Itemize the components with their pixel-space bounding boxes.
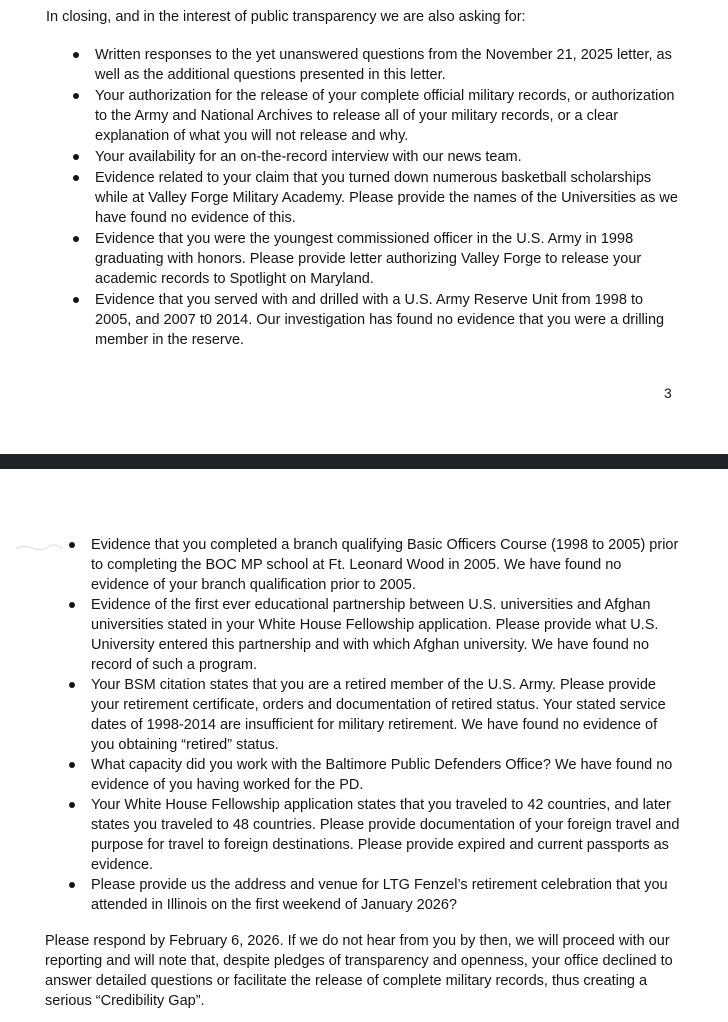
list-item [95,86,680,146]
bullet-icon [69,602,75,608]
list-item [95,45,680,85]
list-item-text: Evidence of the first ever educational partnership between U.S. universities and Afghan universities stated in your White House Fellowship application. Please provide what U.S. University entered this partnership and with which Afghan university. We have found no record of such a program. [91,597,659,673]
intro-paragraph: In closing, and in the interest of public transparency we are also asking for: [46,9,526,25]
list-item-text: Evidence related to your claim that you turned down numerous basketball scholarships while at Valley Forge Military Academy. Please provide the names of the Universities as we have found no evidence of this. [95,170,678,226]
list-item [91,875,681,915]
bullet-icon [69,682,75,688]
page-number: 3 [664,385,672,401]
list-item [95,229,680,289]
list-item-text: Your availability for an on-the-record interview with our news team. [95,149,522,165]
list-item-text: Your authorization for the release of your complete official military records, or authorization to the Army and National Archives to release all of your military records, or a clear explanation of what you will not release and why. [95,88,675,144]
list-item-text: What capacity did you work with the Baltimore Public Defenders Office? We have found no evidence of you having worked for the PD. [91,757,673,793]
list-item-text: Evidence that you completed a branch qualifying Basic Officers Course (1998 to 2005) prior to completing the BOC MP school at Ft. Leonard Wood in 2005. We have found no evidence of your branch qualification prior to 2005. [91,537,679,593]
list-item [95,290,680,350]
list-item [91,535,681,595]
bullet-icon [69,762,75,768]
list-item-text: Please provide us the address and venue for LTG Fenzel’s retirement celebration that you attended in Illinois on the first weekend of January 2026? [91,877,668,913]
list-item [95,168,680,228]
bullet-icon [73,297,79,303]
bullet-icon [73,154,79,160]
bullet-icon [69,542,75,548]
page-divider [0,454,728,469]
list-item [91,675,681,755]
closing-paragraph: Please respond by February 6, 2026. If we do not hear from you by then, we will proceed with our reporting and will note that, despite pledges of transparency and openness, your office declined to answer detailed questions or facilitate the release of complete military records, thus creating a serious “Credibility Gap”. [45,933,673,1009]
bullet-icon [69,802,75,808]
request-list-bottom [91,535,681,915]
list-item [91,595,681,675]
list-item-text: Evidence that you were the youngest commissioned officer in the U.S. Army in 1998 graduating with honors. Please provide letter authorizing Valley Forge to release your academic records to Spotlight on Maryland. [95,231,642,287]
request-list-top [95,45,680,351]
bullet-icon [73,175,79,181]
list-item [91,755,681,795]
scan-smudge-icon [14,541,64,555]
bullet-icon [73,236,79,242]
list-item [95,147,680,167]
bullet-icon [73,52,79,58]
document-page-top [0,0,728,454]
list-item-text: Your BSM citation states that you are a retired member of the U.S. Army. Please provide your retirement certificate, orders and documentation of retired status. Your stated service dates of 1998-2014 are insufficient for military retirement. We have found no evidence of you obtaining “retired” status. [91,677,666,753]
list-item-text: Evidence that you served with and drilled with a U.S. Army Reserve Unit from 1998 to 2005, and 2007 t0 2014. Our investigation has found no evidence that you were a drilling member in the reserve. [95,292,665,348]
list-item-text: Your White House Fellowship application states that you traveled to 42 countries, and later states you traveled to 48 countries. Please provide documentation of your foreign travel and purpose for travel to foreign destinations. Please provide expired and current passports as evidence. [91,797,680,873]
bullet-icon [73,93,79,99]
list-item [91,795,681,875]
document-page-bottom [0,469,728,1022]
list-item-text: Written responses to the yet unanswered questions from the November 21, 2025 letter, as well as the additional questions presented in this letter. [95,47,672,83]
bullet-icon [69,882,75,888]
